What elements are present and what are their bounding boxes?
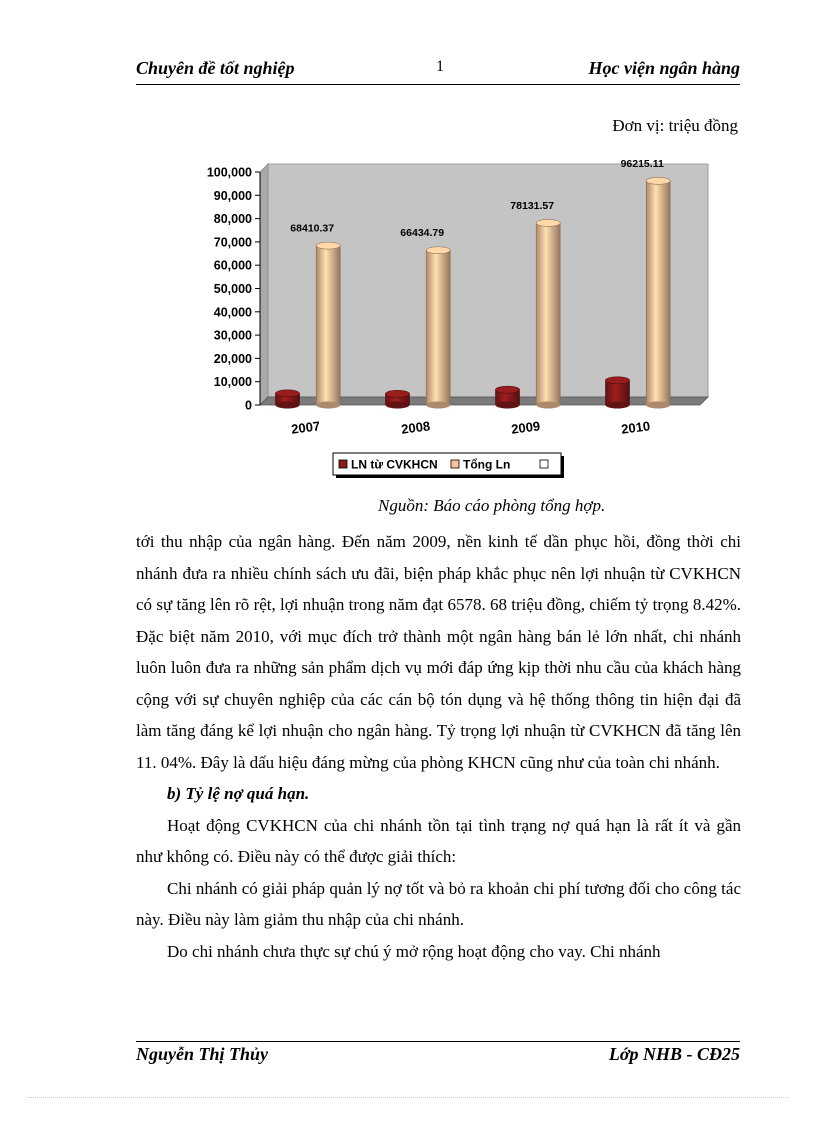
footer-author: Nguyễn Thị Thủy <box>136 1044 269 1064</box>
y-tick-label: 60,000 <box>213 258 252 273</box>
bar-tong-ln <box>536 223 560 405</box>
legend-label: LN từ CVKHCN <box>351 457 438 472</box>
source-note: Nguồn: Báo cáo phòng tổng hợp. <box>378 496 606 515</box>
bar-data-label: 68410.37 <box>290 222 335 235</box>
body-text <box>136 526 741 967</box>
x-tick-label: 2007 <box>290 418 321 437</box>
y-tick-label: 80,000 <box>213 212 252 227</box>
bar-tong-ln <box>426 250 450 405</box>
y-tick-label: 0 <box>245 398 252 413</box>
bar-top <box>646 177 670 184</box>
bar-tong-ln <box>646 181 670 405</box>
bar-top <box>536 219 560 226</box>
y-tick-label: 10,000 <box>213 375 252 390</box>
bar-base <box>386 402 410 409</box>
x-tick-label: 2009 <box>510 418 541 437</box>
bar-top <box>606 377 630 384</box>
y-tick-label: 70,000 <box>213 235 252 250</box>
bar-top <box>496 386 520 393</box>
section-heading-b: b) Tỷ lệ nợ quá hạn. <box>167 784 310 803</box>
x-tick-label: 2008 <box>400 418 431 437</box>
bar-tong-ln <box>316 246 340 405</box>
unit-label: Đơn vị: triệu đồng <box>612 116 738 135</box>
paragraph-3: Chi nhánh có giải pháp quản lý nợ tốt và bỏ ra khoản chi phí tương đối cho công tác này. Điều này làm giảm thu nhập của chi nhánh. <box>136 878 741 929</box>
bar-data-label: 78131.57 <box>510 199 555 212</box>
y-tick-label: 50,000 <box>213 282 252 296</box>
bar-top <box>316 242 340 249</box>
legend-swatch <box>451 460 459 468</box>
profit-bar-chart <box>180 155 720 485</box>
header-left: Chuyên đề tốt nghiệp <box>136 58 295 78</box>
header-rule <box>136 84 740 85</box>
header-right: Học viện ngân hàng <box>588 58 740 78</box>
bar-base <box>316 402 340 409</box>
bar-base <box>536 402 560 409</box>
paragraph-2: Hoạt động CVKHCN của chi nhánh tồn tại tình trạng nợ quá hạn là rất ít và gần như không có. Điều này có thể được giải thích: <box>136 815 741 866</box>
page-header <box>136 58 740 82</box>
paragraph-1: tới thu nhập của ngân hàng. Đến năm 2009, nền kinh tế dần phục hồi, đồng thời chi nhánh đưa ra nhiều chính sách ưu đãi, biện pháp khắc phục nên lợi nhuận từ CVKHCN có sự tăng lên rõ rệt, lợi nhuận trong năm đạt 6578. 68 triệu đồng, chiếm tỷ trọng 8.42%. Đặc biệt năm 2010, với mục đích trở thành một ngân hàng bán lẻ lớn nhất, chi nhánh luôn luôn đưa ra những sản phẩm dịch vụ mới đáp ứng kịp thời nhu cầu của khách hàng cộng với sự chuyên nghiệp của các cán bộ tón dụng và hệ thống thông tin hiện đại đã làm tăng đáng kể lợi nhuận cho ngân hàng. Tỷ trọng lợi nhuận từ CVKHCN đã tăng lên 11. 04%. Đây là dấu hiệu đáng mừng của phòng KHCN cũng như của toàn chi nhánh. <box>136 532 741 772</box>
bar-top <box>386 390 410 397</box>
paragraph-4: Do chi nhánh chưa thực sự chú ý mở rộng hoạt động cho vay. Chi nhánh <box>167 941 661 961</box>
bar-base <box>426 402 450 409</box>
y-tick-label: 30,000 <box>213 328 252 343</box>
x-tick-label: 2010 <box>620 418 651 437</box>
y-tick-label: 100,000 <box>206 165 252 180</box>
page-bottom-border <box>28 1097 788 1098</box>
legend-label: Tổng Ln <box>463 457 511 472</box>
bar-base <box>276 402 300 409</box>
page-number: 1 <box>436 58 444 75</box>
bar-data-label: 96215.11 <box>620 157 664 170</box>
bar-data-label: 66434.79 <box>400 227 445 240</box>
bar-base <box>496 402 520 409</box>
bar-top <box>276 390 300 397</box>
legend-swatch <box>540 460 548 468</box>
footer-class: Lớp NHB - CĐ25 <box>608 1044 740 1064</box>
y-tick-label: 20,000 <box>213 351 252 366</box>
bar-top <box>426 247 450 254</box>
chart-side-wall <box>260 164 268 405</box>
y-tick-label: 90,000 <box>213 188 252 203</box>
y-tick-label: 40,000 <box>213 305 252 320</box>
legend-swatch <box>339 460 347 468</box>
footer-rule <box>136 1041 740 1042</box>
bar-base <box>646 402 670 409</box>
page-footer <box>136 1044 740 1068</box>
bar-base <box>606 402 630 409</box>
